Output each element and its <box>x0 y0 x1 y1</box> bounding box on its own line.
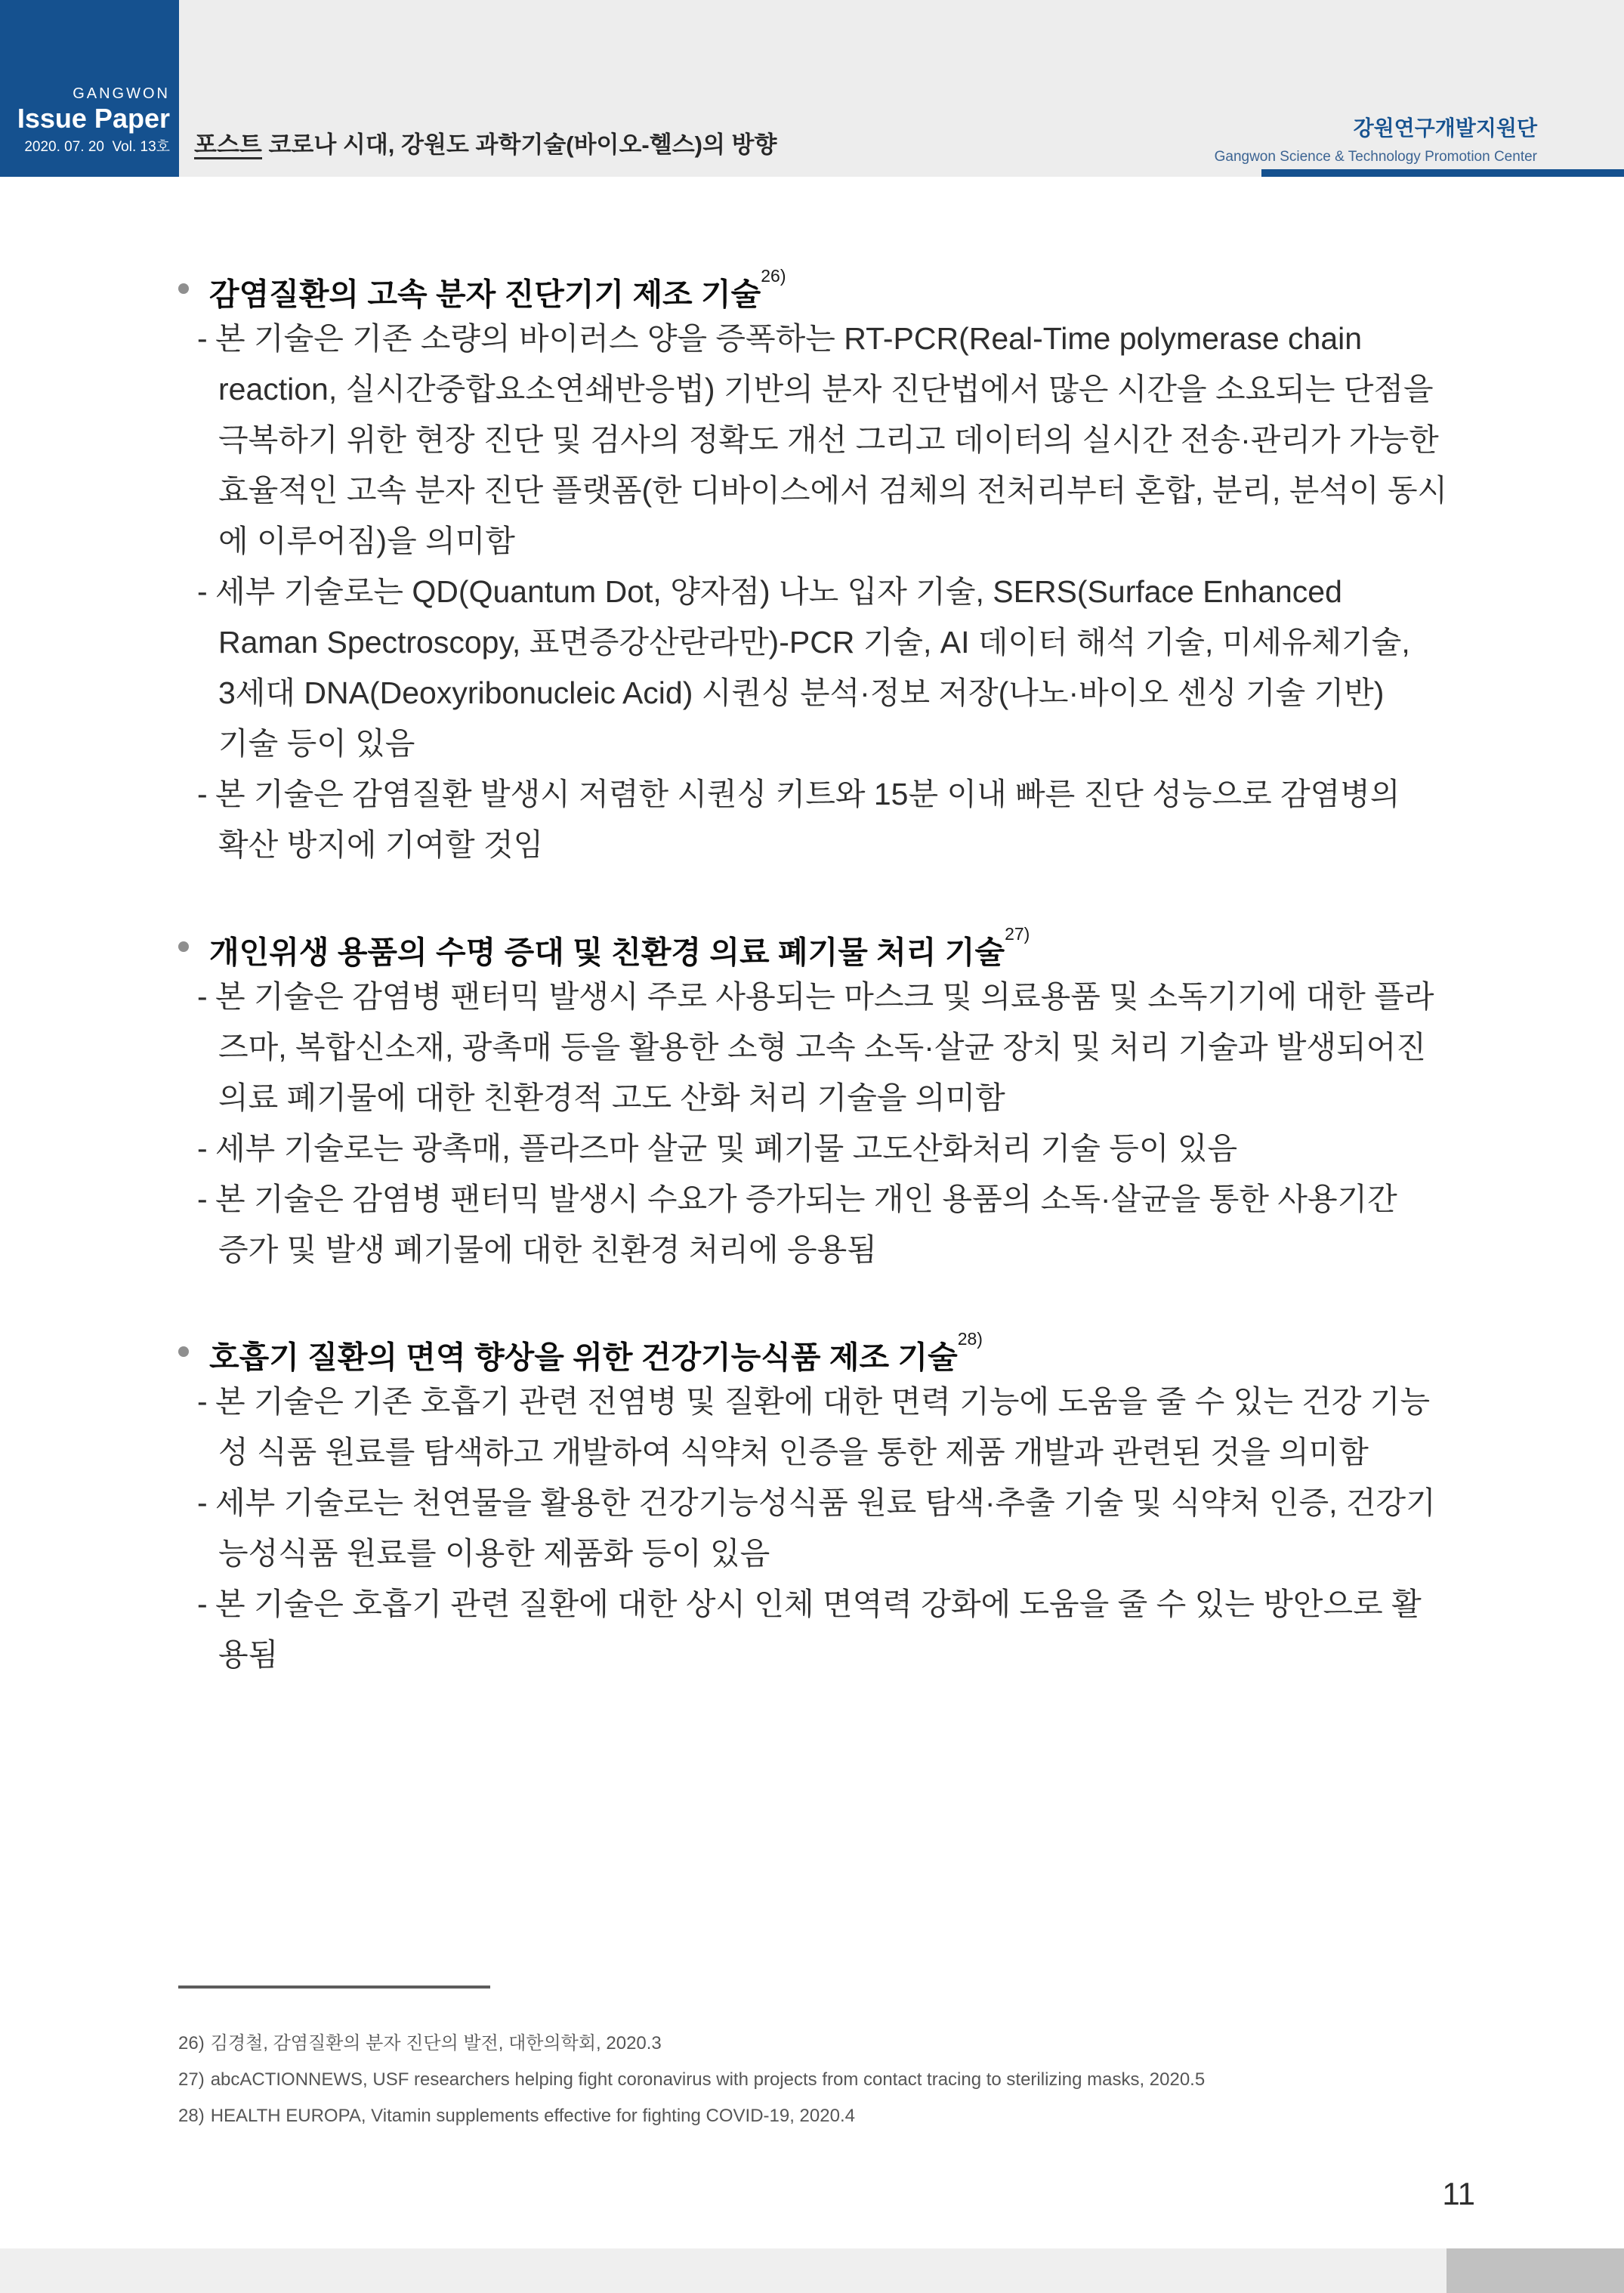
header-accent-bar <box>1261 169 1624 177</box>
section-gap <box>0 870 1624 921</box>
body-line-text: 확산 방지에 기여할 것임 <box>218 827 544 862</box>
section-heading-text: 감염질환의 고속 분자 진단기기 제조 기술 <box>209 277 761 312</box>
org-name-en: Gangwon Science & Technology Promotion Center <box>1214 149 1537 165</box>
body-line <box>0 1123 1624 1174</box>
body-line-text: 효율적인 고속 분자 진단 플랫폼(한 디바이스에서 검체의 전처리부터 혼합, 분리, 분석이 동시 <box>218 473 1448 508</box>
section-heading-text: 호흡기 질환의 면역 향상을 위한 건강기능식품 제조 기술 <box>209 1340 958 1375</box>
brand-gangwon: GANGWON <box>73 85 170 102</box>
body-line <box>0 668 1624 718</box>
brand-issue-info: 2020. 07. 20 Vol. 13호 <box>24 139 170 155</box>
footnote-text: HEALTH EUROPA, Vitamin supplements effective for fighting COVID-19, 2020.4 <box>210 2106 855 2126</box>
footnote-label: 28) <box>178 2106 205 2126</box>
footnote-item <box>178 2098 1205 2134</box>
bullet-icon <box>178 941 189 952</box>
page-number: 11 <box>1442 2176 1475 2211</box>
section-heading <box>0 921 1624 972</box>
header-band <box>0 0 1624 177</box>
doc-title-underlined: 포스트 <box>194 131 262 158</box>
dash-marker: - <box>197 777 208 811</box>
dash-marker: - <box>197 321 208 356</box>
section-heading-text: 개인위생 용품의 수명 증대 및 친환경 의료 폐기물 처리 기술 <box>209 935 1005 970</box>
body-line-text: 세부 기술로는 QD(Quantum Dot, 양자점) 나노 입자 기술, SERS(Surface Enhanced <box>215 574 1342 609</box>
footnote-text: 김경철, 감염질환의 분자 진단의 발전, 대한의학회, 2020.3 <box>210 2033 662 2054</box>
body-line-text: 성 식품 원료를 탐색하고 개발하여 식약처 인증을 통한 제품 개발과 관련된 것을 의미함 <box>218 1435 1369 1469</box>
dash-marker: - <box>197 1182 208 1216</box>
body-line-text: 3세대 DNA(Deoxyribonucleic Acid) 시퀀싱 분석·정보 저장(나노·바이오 센싱 기술 기반) <box>218 675 1385 710</box>
body-line-text: 본 기술은 호흡기 관련 질환에 대한 상시 인체 면역력 강화에 도움을 줄 수 있는 방안으로 활 <box>215 1587 1422 1621</box>
section-heading <box>0 263 1624 314</box>
body-line-text: 본 기술은 기존 소량의 바이러스 양을 증폭하는 RT-PCR(Real-Time polymerase chain <box>215 321 1363 356</box>
body-line <box>0 1478 1624 1528</box>
doc-title <box>194 128 776 162</box>
bullet-icon <box>178 1346 189 1357</box>
body-line-text: 기술 등이 있음 <box>218 726 415 761</box>
body-line <box>0 1579 1624 1630</box>
body-line <box>0 465 1624 516</box>
dash-marker: - <box>197 1485 208 1520</box>
body-line-text: 본 기술은 감염질환 발생시 저렴한 시퀀싱 키트와 15분 이내 빠른 진단 성능으로 감염병의 <box>215 777 1400 811</box>
body-line <box>0 516 1624 567</box>
body-line-text: 본 기술은 기존 호흡기 관련 전염병 및 질환에 대한 면력 기능에 도움을 줄 수 있는 건강 기능 <box>215 1384 1431 1419</box>
body-line <box>0 567 1624 617</box>
footnote-divider <box>178 1986 490 1989</box>
body-line <box>0 364 1624 415</box>
body-line <box>0 820 1624 870</box>
body-line-text: 극복하기 위한 현장 진단 및 검사의 정확도 개선 그리고 데이터의 실시간 전송·관리가 가능한 <box>218 422 1439 457</box>
body-line-text: 에 이루어짐)을 의미함 <box>218 524 515 558</box>
footnote-item <box>178 2062 1205 2098</box>
footnote-label: 27) <box>178 2069 205 2090</box>
body-line-text: 능성식품 원료를 이용한 제품화 등이 있음 <box>218 1536 770 1571</box>
footnote-label: 26) <box>178 2033 205 2054</box>
body-line <box>0 1427 1624 1478</box>
body-line <box>0 314 1624 364</box>
dash-marker: - <box>197 1384 208 1419</box>
body-line-text: 의료 폐기물에 대한 친환경적 고도 산화 처리 기술을 의미함 <box>218 1080 1005 1115</box>
dash-marker: - <box>197 1131 208 1166</box>
body-line <box>0 1630 1624 1680</box>
footnote-item <box>178 2026 1205 2062</box>
heading-footnote-ref: 27) <box>1005 924 1030 944</box>
footnote-text: abcACTIONNEWS, USF researchers helping fight coronavirus with projects from contact tracing to sterilizing masks, 2020.5 <box>210 2069 1206 2090</box>
org-name-kr: 강원연구개발지원단 <box>1353 116 1537 140</box>
doc-title-rest: 코로나 시대, 강원도 과학기술(바이오-헬스)의 방향 <box>261 131 777 158</box>
heading-footnote-ref: 26) <box>761 266 786 286</box>
body-line <box>0 1174 1624 1225</box>
dash-marker: - <box>197 1587 208 1621</box>
brand-issue-paper: Issue Paper <box>17 103 170 134</box>
dash-marker: - <box>197 574 208 609</box>
body-line <box>0 617 1624 668</box>
body-line <box>0 1225 1624 1275</box>
body-line-text: reaction, 실시간중합요소연쇄반응법) 기반의 분자 진단법에서 많은 시간을 소요되는 단점을 <box>218 372 1434 406</box>
section-gap <box>0 1275 1624 1326</box>
footer-accent <box>1446 2248 1624 2293</box>
body-line-text: Raman Spectroscopy, 표면증강산란라만)-PCR 기술, AI 데이터 해석 기술, 미세유체기술, <box>218 625 1410 660</box>
body-line-text: 증가 및 발생 폐기물에 대한 친환경 처리에 응용됨 <box>218 1232 877 1267</box>
body-line-text: 본 기술은 감염병 팬터믹 발생시 주로 사용되는 마스크 및 의료용품 및 소독기기에 대한 플라 <box>215 979 1434 1014</box>
body-line-text: 용됨 <box>218 1637 279 1672</box>
footer-band <box>0 2248 1624 2293</box>
footnotes <box>178 2026 1205 2134</box>
body-line <box>0 718 1624 769</box>
dash-marker: - <box>197 979 208 1014</box>
body-line-text: 본 기술은 감염병 팬터믹 발생시 수요가 증가되는 개인 용품의 소독·살균을 통한 사용기간 <box>215 1182 1397 1216</box>
body-line <box>0 972 1624 1022</box>
body-line <box>0 415 1624 465</box>
body-line <box>0 1528 1624 1579</box>
body-content <box>0 263 1624 1680</box>
heading-footnote-ref: 28) <box>957 1329 983 1349</box>
bullet-icon <box>178 283 189 294</box>
body-line <box>0 1377 1624 1427</box>
body-line <box>0 1022 1624 1073</box>
body-line <box>0 769 1624 820</box>
body-line <box>0 1073 1624 1123</box>
brand-box <box>0 0 179 177</box>
body-line-text: 즈마, 복합신소재, 광촉매 등을 활용한 소형 고속 소독·살균 장치 및 처리 기술과 발생되어진 <box>218 1030 1426 1065</box>
section-heading <box>0 1326 1624 1377</box>
body-line-text: 세부 기술로는 광촉매, 플라즈마 살균 및 폐기물 고도산화처리 기술 등이 있음 <box>215 1131 1238 1166</box>
body-line-text: 세부 기술로는 천연물을 활용한 건강기능성식품 원료 탐색·추출 기술 및 식약처 인증, 건강기 <box>215 1485 1436 1520</box>
